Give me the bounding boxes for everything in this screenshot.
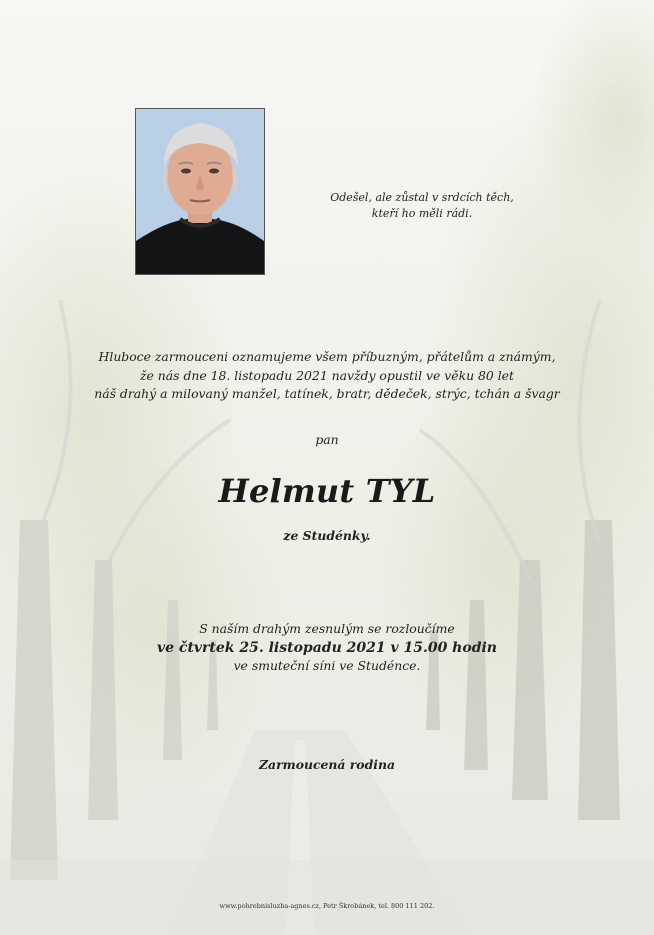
quote-line-1: Odešel, ale zůstal v srdcích těch, bbox=[330, 191, 514, 204]
announcement-text bbox=[20, 348, 634, 404]
origin-place: ze Studénky. bbox=[283, 528, 371, 543]
announcement-line-3: náš drahý a milovaný manžel, tatínek, bratr, dědeček, strýc, tchán a švagr bbox=[94, 386, 560, 402]
funeral-service-footer: www.pohrebnisluzba-agnes.cz, Petr Škrobánek, tel. 800 111 202. bbox=[219, 902, 435, 910]
deceased-name: Helmut TYL bbox=[218, 472, 436, 510]
ceremony-place: ve smuteční síni ve Studénce. bbox=[233, 658, 421, 674]
ceremony-date: ve čtvrtek 25. listopadu 2021 v 15.00 hodin bbox=[157, 639, 497, 656]
ceremony-line-1: S naším drahým zesnulým se rozloučíme bbox=[199, 621, 455, 636]
ceremony-info bbox=[0, 620, 654, 676]
portrait-photo bbox=[135, 108, 265, 275]
announcement-line-2: že nás dne 18. listopadu 2021 navždy opustil ve věku 80 let bbox=[139, 367, 514, 383]
announcement-line-1: Hluboce zarmouceni oznamujeme všem příbuzným, přátelům a známým, bbox=[98, 349, 556, 364]
memorial-quote bbox=[300, 190, 544, 222]
title-word: pan bbox=[315, 432, 339, 447]
quote-line-2: kteří ho měli rádi. bbox=[371, 207, 473, 220]
family-signature: Zarmoucená rodina bbox=[259, 757, 395, 772]
portrait-image bbox=[136, 109, 264, 274]
